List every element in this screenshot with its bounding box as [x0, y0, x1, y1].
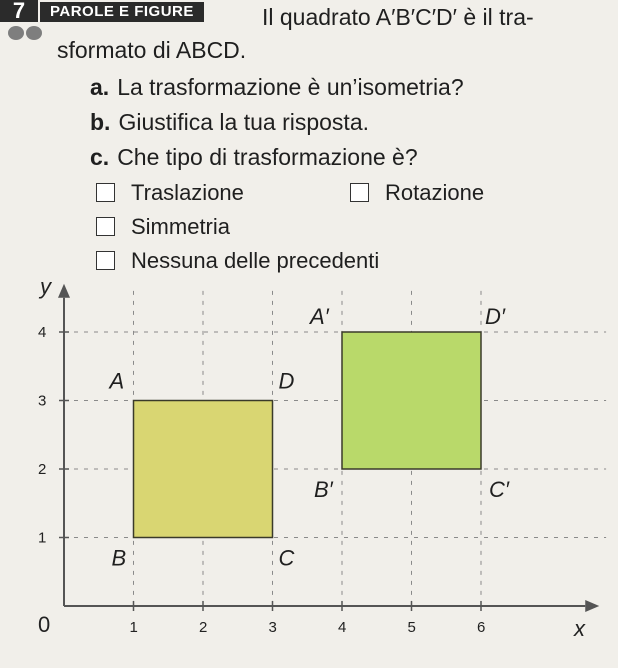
- y-tick-label: 3: [38, 392, 47, 410]
- x-tick-label: 1: [129, 619, 138, 636]
- y-axis-arrow: [58, 284, 70, 298]
- option-nessuna-label: Nessuna delle precedenti: [131, 248, 380, 273]
- square-a-prime-b-prime-c-prime-d-prime: [342, 332, 481, 469]
- x-axis-label: x: [574, 616, 585, 641]
- x-axis-arrow: [585, 600, 599, 612]
- square-abcd: [134, 401, 273, 538]
- y-axis-label: y: [40, 273, 51, 299]
- y-tick-label: 2: [38, 461, 47, 478]
- vertex-label-a: A: [109, 368, 125, 394]
- x-tick-label: 6: [477, 619, 486, 636]
- question-c-text: Che tipo di trasformazione è?: [117, 144, 418, 170]
- vertex-label-a-prime: A′: [310, 304, 329, 329]
- prompt-line-2: sformato di ABCD.: [57, 37, 247, 63]
- question-b-label: b.: [90, 109, 111, 135]
- vertex-label-c-prime: C′: [489, 477, 510, 502]
- prompt-line-1: Il quadrato A′B′C′D′ è il tra-: [262, 4, 534, 30]
- question-a-label: a.: [90, 74, 110, 100]
- option-traslazione-label: Traslazione: [131, 180, 244, 205]
- question-b-text: Giustifica la tua risposta.: [118, 109, 370, 135]
- y-tick-label: 1: [38, 529, 47, 547]
- section-tag: PAROLE E FIGURE: [40, 2, 204, 22]
- vertex-label-c: C: [278, 545, 295, 571]
- origin-label: 0: [38, 612, 51, 637]
- x-tick-label: 4: [338, 619, 347, 636]
- vertex-label-b-prime: B′: [314, 477, 333, 502]
- x-tick-label: 5: [407, 619, 416, 636]
- exercise-number: 7: [0, 0, 38, 22]
- question-c-label: c.: [90, 144, 110, 170]
- vertex-label-d: D: [278, 368, 295, 394]
- vertex-label-b: B: [111, 545, 127, 571]
- vertex-label-d-prime: D′: [485, 304, 506, 329]
- option-simmetria-label: Simmetria: [131, 214, 231, 239]
- option-rotazione-label: Rotazione: [385, 180, 485, 205]
- x-tick-label: 3: [268, 619, 277, 636]
- y-tick-label: 4: [38, 324, 47, 341]
- x-tick-label: 2: [199, 619, 208, 636]
- question-a-text: La trasformazione è un’isometria?: [117, 74, 464, 100]
